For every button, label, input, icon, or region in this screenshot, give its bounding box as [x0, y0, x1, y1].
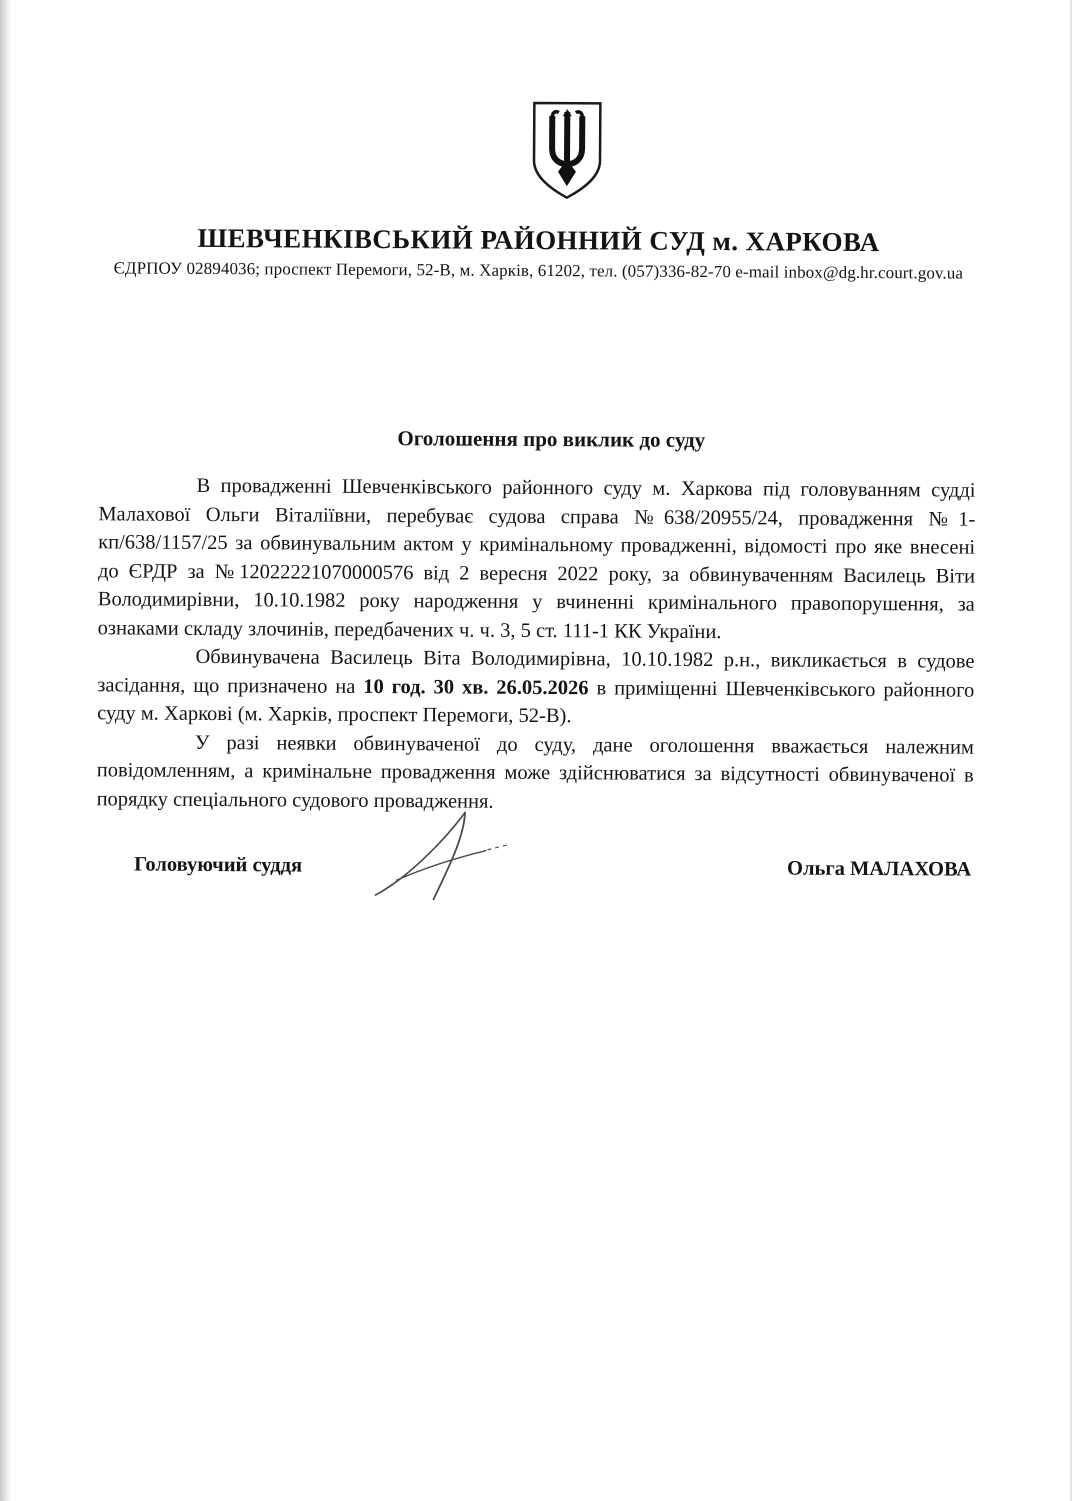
document-body — [97, 471, 976, 818]
paragraph-2-text-before: Обвинувачена Василець Віта Володимирівна, 10.10.1982 р.н., викликається в судове засідання, що призначено на — [97, 645, 975, 698]
court-name-heading: ШЕВЧЕНКІВСЬКИЙ РАЙОННИЙ СУД м. ХАРКОВА — [197, 222, 880, 258]
body-paragraph-2 — [97, 642, 975, 733]
document-title: Оголошення про виклик до суду — [397, 426, 706, 453]
court-contact-line: ЄДРПОУ 02894036; проспект Перемоги, 52-В, м. Харків, 61202, тел. (057)336-82-70 e-mail inbox@dg.hr.court.gov.ua — [113, 258, 964, 283]
judge-name: Ольга МАЛАХОВА — [787, 857, 972, 881]
ukraine-trident-coat-of-arms-icon — [529, 100, 606, 200]
paragraph-2-text-after: в приміщенні Шевченківського районного суду м. Харкові (м. Харків, проспект Перемоги, 52-В). — [97, 676, 975, 728]
hearing-date-time: 10 год. 30 хв. 26.05.2026 — [363, 675, 589, 699]
judge-role-label: Головуючий суддя — [134, 853, 303, 877]
body-paragraph-1: В провадженні Шевченківського районного суду м. Харкова під головуванням судді Малахової Ольги Віталіївни, перебуває судова справа №638/20955/24, провадження №1-кп/638/1157/25 за обвинувальним актом у кримінальному провадженні, відомості про яке внесені до ЄРДР за №12022221070000576 від 2 вересня 2022 року, за обвинуваченням Василець Віти Володимирівни, 10.10.1982 року народження у вчиненні кримінального правопорушення, за ознаками складу злочинів, передбачених ч. ч. 3, 5 ст. 111-1 КК України. — [97, 474, 976, 643]
letterhead — [0, 0, 1080, 284]
body-paragraph-3: У разі неявки обвинуваченої до суду, дане оголошення вважається належним повідомленням, а кримінальне провадження може здійснюватися за відсутності обвинуваченої в порядку спеціального судового провадження. — [96, 731, 975, 813]
signature-block — [96, 853, 973, 881]
